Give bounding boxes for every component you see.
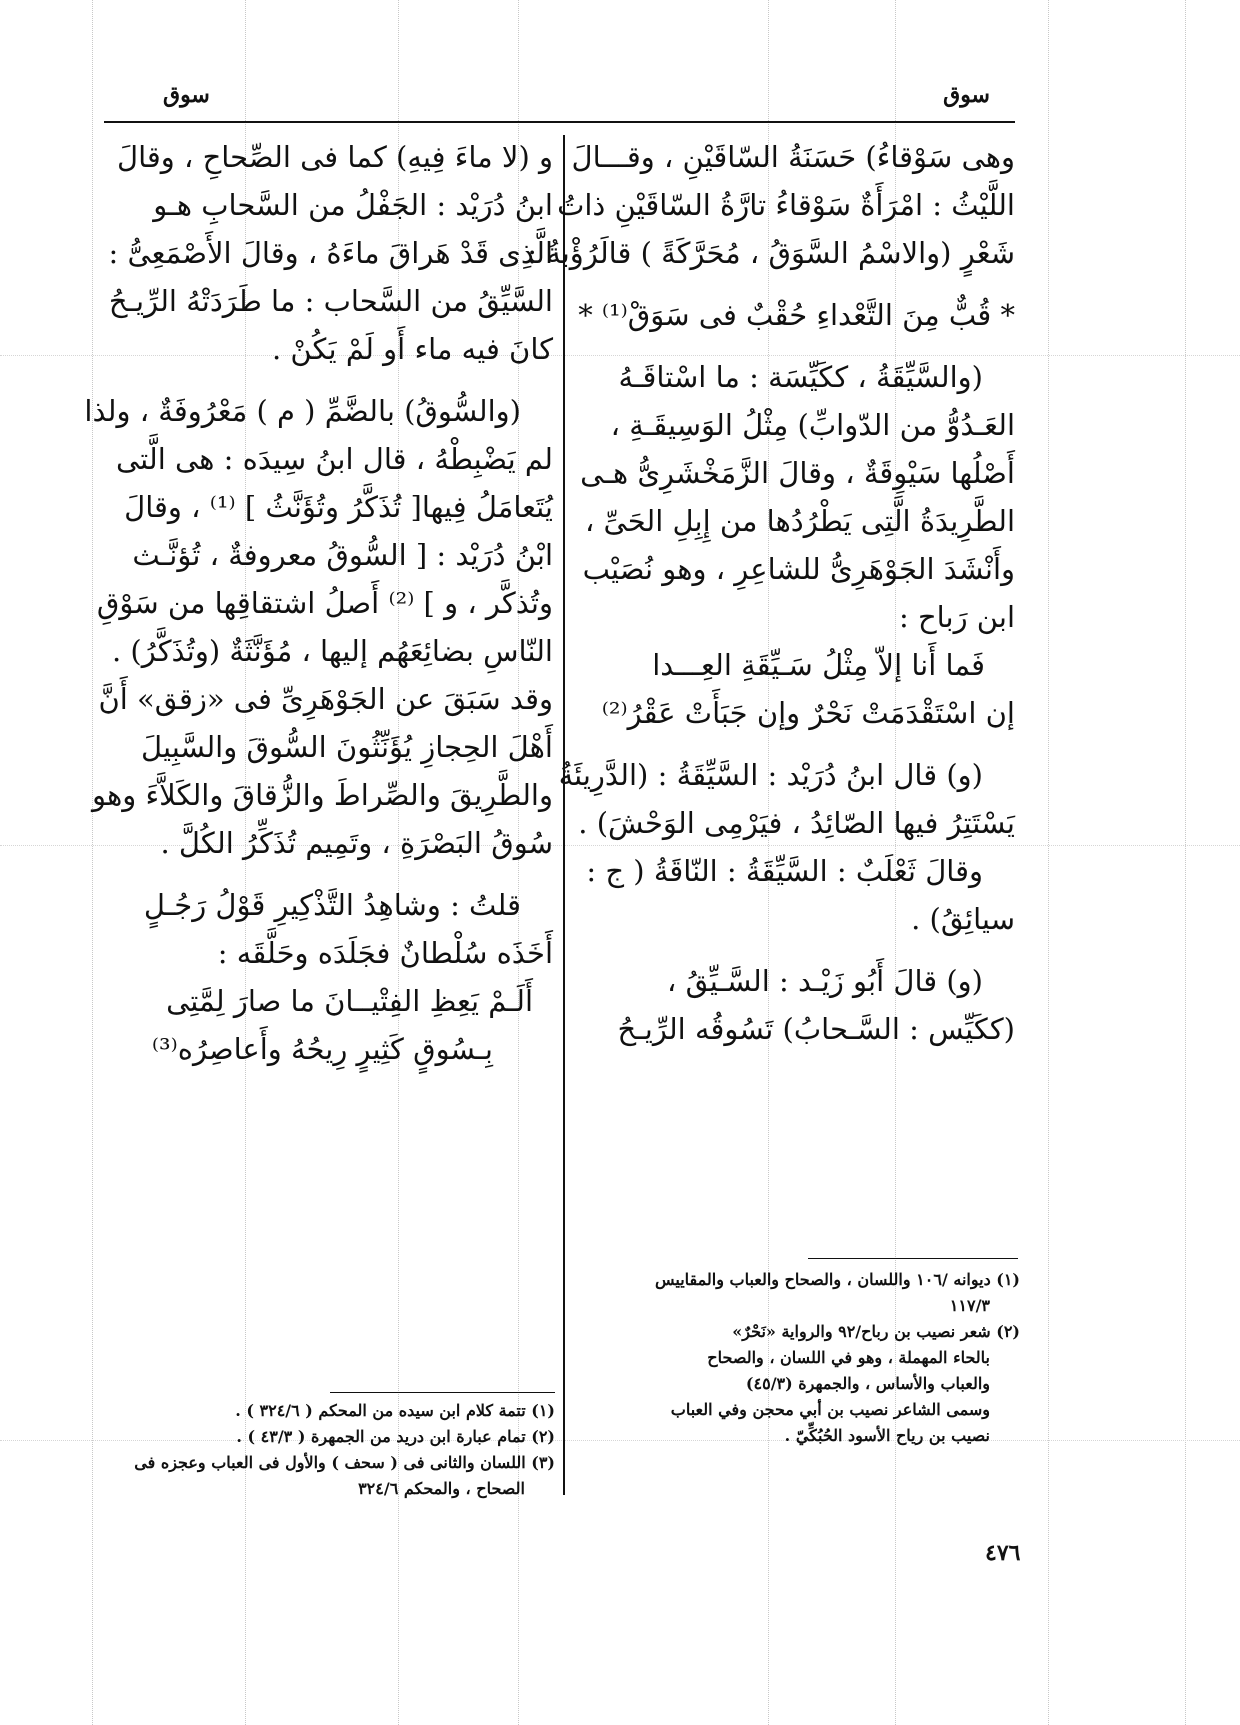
footnote-line: (٣) اللسان والثانى فى ( سحف ) والأول فى العباب وعجزه فى <box>134 1453 555 1472</box>
text-line: السَّيِّقُ من السَّحاب : ما طَرَدَتْهُ الرِّيـحُ <box>108 284 553 318</box>
footnote-rule <box>330 1392 555 1393</box>
text-line: وأَنْشَدَ الجَوْهَرِىُّ للشاعِرِ ، وهو نُصَيْب <box>582 552 1015 586</box>
footnote-rule <box>808 1258 1018 1259</box>
footnotes-left <box>80 1398 555 1502</box>
scan-artifact-line <box>1048 0 1049 1725</box>
text-line: وتُذكَّر ، و ] ⁽²⁾ أَصلُ اشتقاقِها من سَوْقِ <box>96 586 553 620</box>
text-line: سُوقُ البَصْرَةِ ، وتَمِيم تُذَكِّرُ الكُلَّ . <box>160 826 553 860</box>
text-line: قلتُ : وشاهِدُ التَّذْكِيرِ قَوْلُ رَجُـلٍ <box>143 888 521 922</box>
text-line: يَسْتَتِرُ فيها الصّائِدُ ، فيَرْمِى الوَحْشَ) . <box>578 806 1015 840</box>
text-line: يُتَعامَلُ فِيها[ تُذَكَّرُ وتُؤَنَّثُ ] ⁽¹⁾ ، وقالَ <box>124 490 553 524</box>
text-line: ابن رَباح : <box>898 600 1015 634</box>
text-line: و (لا ماءَ فِيهِ) كما فى الصِّحاحِ ، وقالَ <box>117 140 553 174</box>
text-line: وهى سَوْقاءُ) حَسَنَةُ السّاقَيْنِ ، وقـــالَ <box>571 140 1015 174</box>
footnote-line: (٢) تمام عبارة ابن دريد من الجمهرة ( ٤٣/٣ ) . <box>236 1427 555 1446</box>
text-line: العَـدُوُّ من الدّوابِّ) مِثْلُ الوَسِيقَـةِ ، <box>610 408 1015 442</box>
text-line: الَّذِى قَدْ هَراقَ ماءَهُ ، وقالَ الأَصْمَعِىُّ : <box>108 236 553 270</box>
text-line: (والسَّيِّقَةُ ، ككَيِّسَة : ما اسْتاقَـهُ <box>618 360 983 394</box>
scan-artifact-line <box>1185 0 1186 1725</box>
text-line: والطَّرِيقَ والصِّراطَ والزُّقاقَ والكَلاَّءَ وهو <box>92 778 553 812</box>
verse-line: * قُبٌّ مِنَ التَّعْداءِ حُقْبٌ فى سَوَقْ⁽¹⁾ * <box>578 298 1015 332</box>
footnote-line: (١) تتمة كلام ابن سيده من المحكم ( ٣٢٤/٦ ) . <box>235 1401 555 1420</box>
text-line: ابْنُ دُرَيْد : [ السُّوقُ معروفةٌ ، تُؤنَّـث <box>132 538 553 572</box>
text-line: أَخَذَه سُلْطانٌ فجَلَدَه وحَلَّقَه : <box>217 936 553 970</box>
footnote-line: وسمى الشاعر نصيب بن أبي محجن وفي العباب <box>670 1400 990 1419</box>
footnote-line: (٢) شعر نصيب بن رباح/٩٢ والرواية «نَحْرٌ» <box>732 1322 1020 1341</box>
running-header-left: سوق <box>163 82 210 108</box>
text-line: أَصْلُها سَيْوِقَةٌ ، وقالَ الزَّمَخْشَرِىُّ هـى <box>580 456 1015 490</box>
text-line: النّاسِ بضائِعَهُم إليها ، مُؤَنَّثَةٌ (وتُذَكَّرُ) . <box>111 634 553 668</box>
footnote-line: نصيب بن رياح الأسود الحُبُكِّيّ . <box>784 1426 990 1445</box>
text-line: اللَّيْثُ : امْرَأَةٌ سَوْقاءُ تارَّةُ السّاقَيْنِ ذاتُ <box>557 188 1015 222</box>
footnote-line: بالحاء المهملة ، وهو في اللسان ، والصحاح <box>707 1348 990 1367</box>
running-header-right: سوق <box>943 82 990 108</box>
text-line: وقالَ ثَعْلَبٌ : السَّيِّقَةُ : النّاقَةُ ( ج : <box>586 854 983 888</box>
header-rule <box>104 121 1015 123</box>
text-line: شَعْرٍ (والاسْمُ السَّوَقُ ، مُحَرَّكَةً ) قالَرُؤْبةُ : <box>527 236 1015 270</box>
page-number: ٤٧٦ <box>985 1540 1021 1566</box>
text-line: (والسُّوقُ) بالضَّمِّ ( م ) مَعْرُوفَةٌ ، ولذا <box>84 394 521 428</box>
text-line: وقد سَبَقَ عن الجَوْهَرِىِّ فى «زقق» أَنَّ <box>98 682 553 716</box>
text-line: (و) قال ابنُ دُرَيْد : السَّيِّقَةُ : (الدَّرِيئَةُ <box>558 758 983 792</box>
text-line: (ككَيِّس : السَّـحابُ) تَسُوقُه الرِّيـحُ <box>617 1012 1015 1046</box>
verse-line: أَلَـمْ يَعِظِ الفِتْيــانَ ما صارَ لِمَّتِى <box>166 984 533 1018</box>
text-line: كانَ فيه ماء أَو لَمْ يَكُنْ . <box>272 332 553 366</box>
footnote-line: والعباب والأساس ، والجمهرة (٤٥/٣) <box>745 1374 990 1393</box>
verse-line: فَما أَنا إلاّ مِثْلُ سَـيِّقَةِ العِـــدا <box>652 648 985 682</box>
text-line: لم يَضْبِطْهُ ، قال ابنُ سِيدَه : هى الَّتى <box>115 442 553 476</box>
text-line: (و) قالَ أَبُو زَيْـد : السَّـيِّقُ ، <box>667 964 983 998</box>
footnotes-right <box>610 1267 1020 1449</box>
footnote-line: الصحاح ، والمحكم ٣٢٤/٦ <box>358 1479 525 1498</box>
text-line: الطَّرِيدَةُ الَّتِى يَطْرُدُها من إِبِلِ الحَىِّ ، <box>584 504 1015 538</box>
verse-line: إن اسْتَقْدَمَتْ نَحْرٌ وإن جَبَأَتْ عَقْرُ⁽²⁾ <box>601 696 1015 730</box>
footnote-line: ١١٧/٣ <box>949 1296 990 1315</box>
left-column <box>80 133 553 1073</box>
footnote-line: (١) ديوانه /١٠٦ واللسان ، والصحاح والعباب والمقاييس <box>654 1270 1020 1289</box>
right-column <box>527 133 1015 1053</box>
column-separator <box>563 135 565 1495</box>
verse-line: بِـسُوقٍ كَثِيرٍ رِيحُهُ وأَعاصِرُه⁽³⁾ <box>151 1032 493 1066</box>
text-line: أَهْلَ الحِجازِ يُؤَنِّثُونَ السُّوقَ والسَّبِيلَ <box>141 730 553 764</box>
text-line: سيائِقُ) . <box>911 902 1015 936</box>
text-line: ابنُ دُرَيْد : الجَفْلُ من السَّحابِ هـو <box>153 188 553 222</box>
